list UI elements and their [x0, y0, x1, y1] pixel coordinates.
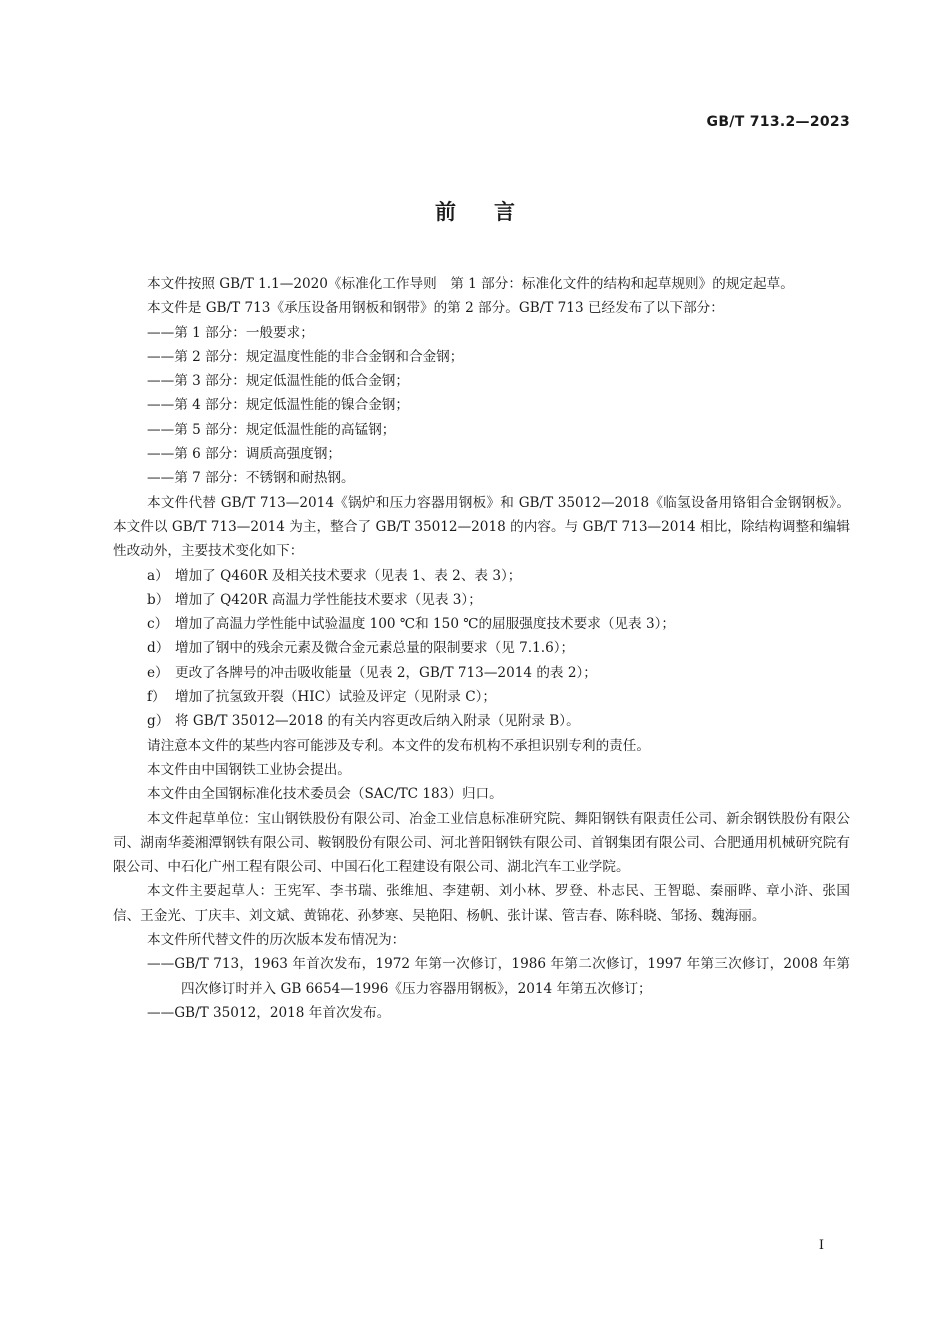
change-text: 增加了 Q420R 高温力学性能技术要求（见表 3）；	[175, 591, 482, 608]
list-item: ——第 1 部分：一般要求；	[147, 324, 314, 341]
change-label: d）	[147, 640, 170, 657]
change-label: e）	[147, 664, 169, 681]
paragraph-proposer: 本文件由中国钢铁工业协会提出。	[147, 761, 351, 778]
change-item	[113, 636, 850, 660]
change-text: 增加了钢中的残余元素及微合金元素总量的限制要求（见 7.1.6）；	[175, 640, 575, 657]
paragraph-patent-notice: 请注意本文件的某些内容可能涉及专利。本文件的发布机构不承担识别专利的责任。	[147, 737, 650, 754]
change-text: 增加了 Q460R 及相关技术要求（见表 1、表 2、表 3）；	[175, 567, 522, 584]
paragraph-drafting-units: 本文件起草单位：宝山钢铁股份有限公司、冶金工业信息标准研究院、舞阳钢铁有限责任公司、新余钢铁股份有限公司、湖南华菱湘潭钢铁有限公司、鞍钢股份有限公司、河北普阳钢铁有限公司、首钢集团有限公司、合肥通用机械研究院有限公司、中石化广州工程有限公司、中国石化工程建设有限公司、湖北汽车工业学院。	[113, 810, 850, 876]
change-item	[113, 685, 850, 709]
list-item: ——第 3 部分：规定低温性能的低合金钢；	[147, 373, 409, 390]
list-item: ——第 7 部分：不锈钢和耐热钢。	[147, 470, 355, 487]
list-item: ——第 6 部分：调质高强度钢；	[147, 446, 342, 463]
change-item	[113, 661, 850, 685]
change-label: b）	[147, 591, 170, 608]
change-text: 增加了高温力学性能中试验温度 100 ℃和 150 ℃的屈服强度技术要求（见表 3）；	[175, 616, 675, 633]
change-item	[113, 709, 850, 733]
change-text: 增加了抗氢致开裂（HIC）试验及评定（见附录 C）；	[175, 689, 497, 706]
paragraph-replacement: 本文件代替 GB/T 713—2014《锅炉和压力容器用钢板》和 GB/T 35012—2018《临氢设备用铬钼合金钢钢板》。本文件以 GB/T 713—2014 为主，整合了 GB/T 35012—2018 的内容。与 GB/T 713—2014 相比，除结构调整和编辑性改动外，主要技术变化如下：	[113, 494, 850, 560]
paragraph-drafters: 本文件主要起草人：王宪军、李书瑞、张维旭、李建朝、刘小林、罗登、朴志民、王智聪、秦丽晔、章小浒、张国信、王金光、丁庆丰、刘文斌、黄锦花、孙梦寒、吴艳阳、杨帆、张计谋、管吉春、陈科晓、邹扬、魏海丽。	[113, 883, 850, 924]
change-item	[113, 588, 850, 612]
change-label: g）	[147, 713, 170, 730]
change-label: f）	[147, 689, 166, 706]
paragraph-parts-intro: 本文件是 GB/T 713《承压设备用钢板和钢带》的第 2 部分。GB/T 713 已经发布了以下部分：	[147, 300, 724, 317]
change-text: 将 GB/T 35012—2018 的有关内容更改后纳入附录（见附录 B）。	[175, 713, 580, 730]
document-id-header: GB/T 713.2—2023	[706, 114, 850, 130]
change-text: 更改了各牌号的冲击吸收能量（见表 2，GB/T 713—2014 的表 2）；	[175, 664, 597, 681]
paragraph-history-intro: 本文件所代替文件的历次版本发布情况为：	[147, 932, 406, 949]
change-label: c）	[147, 616, 169, 633]
document-body	[113, 272, 850, 1025]
change-item	[113, 564, 850, 588]
list-item: ——第 4 部分：规定低温性能的镍合金钢；	[147, 397, 409, 414]
change-item	[113, 612, 850, 636]
change-label: a）	[147, 567, 169, 584]
page-number: I	[818, 1238, 824, 1253]
list-item: ——第 2 部分：规定温度性能的非合金钢和合金钢；	[147, 348, 464, 365]
list-item: ——第 5 部分：规定低温性能的高锰钢；	[147, 421, 396, 438]
page-title: 前言	[435, 200, 553, 224]
paragraph-drafting-rules: 本文件按照 GB/T 1.1—2020《标准化工作导则 第 1 部分：标准化文件的结构和起草规则》的规定起草。	[147, 276, 794, 292]
paragraph-committee: 本文件由全国钢标准化技术委员会（SAC/TC 183）归口。	[147, 786, 503, 803]
history-item: ——GB/T 35012，2018 年首次发布。	[147, 1004, 391, 1021]
history-item: ——GB/T 713，1963 年首次发布，1972 年第一次修订，1986 年第二次修订，1997 年第三次修订，2008 年第四次修订时并入 GB 6654—1996《压力容器用钢板》，2014 年第五次修订；	[147, 956, 850, 997]
